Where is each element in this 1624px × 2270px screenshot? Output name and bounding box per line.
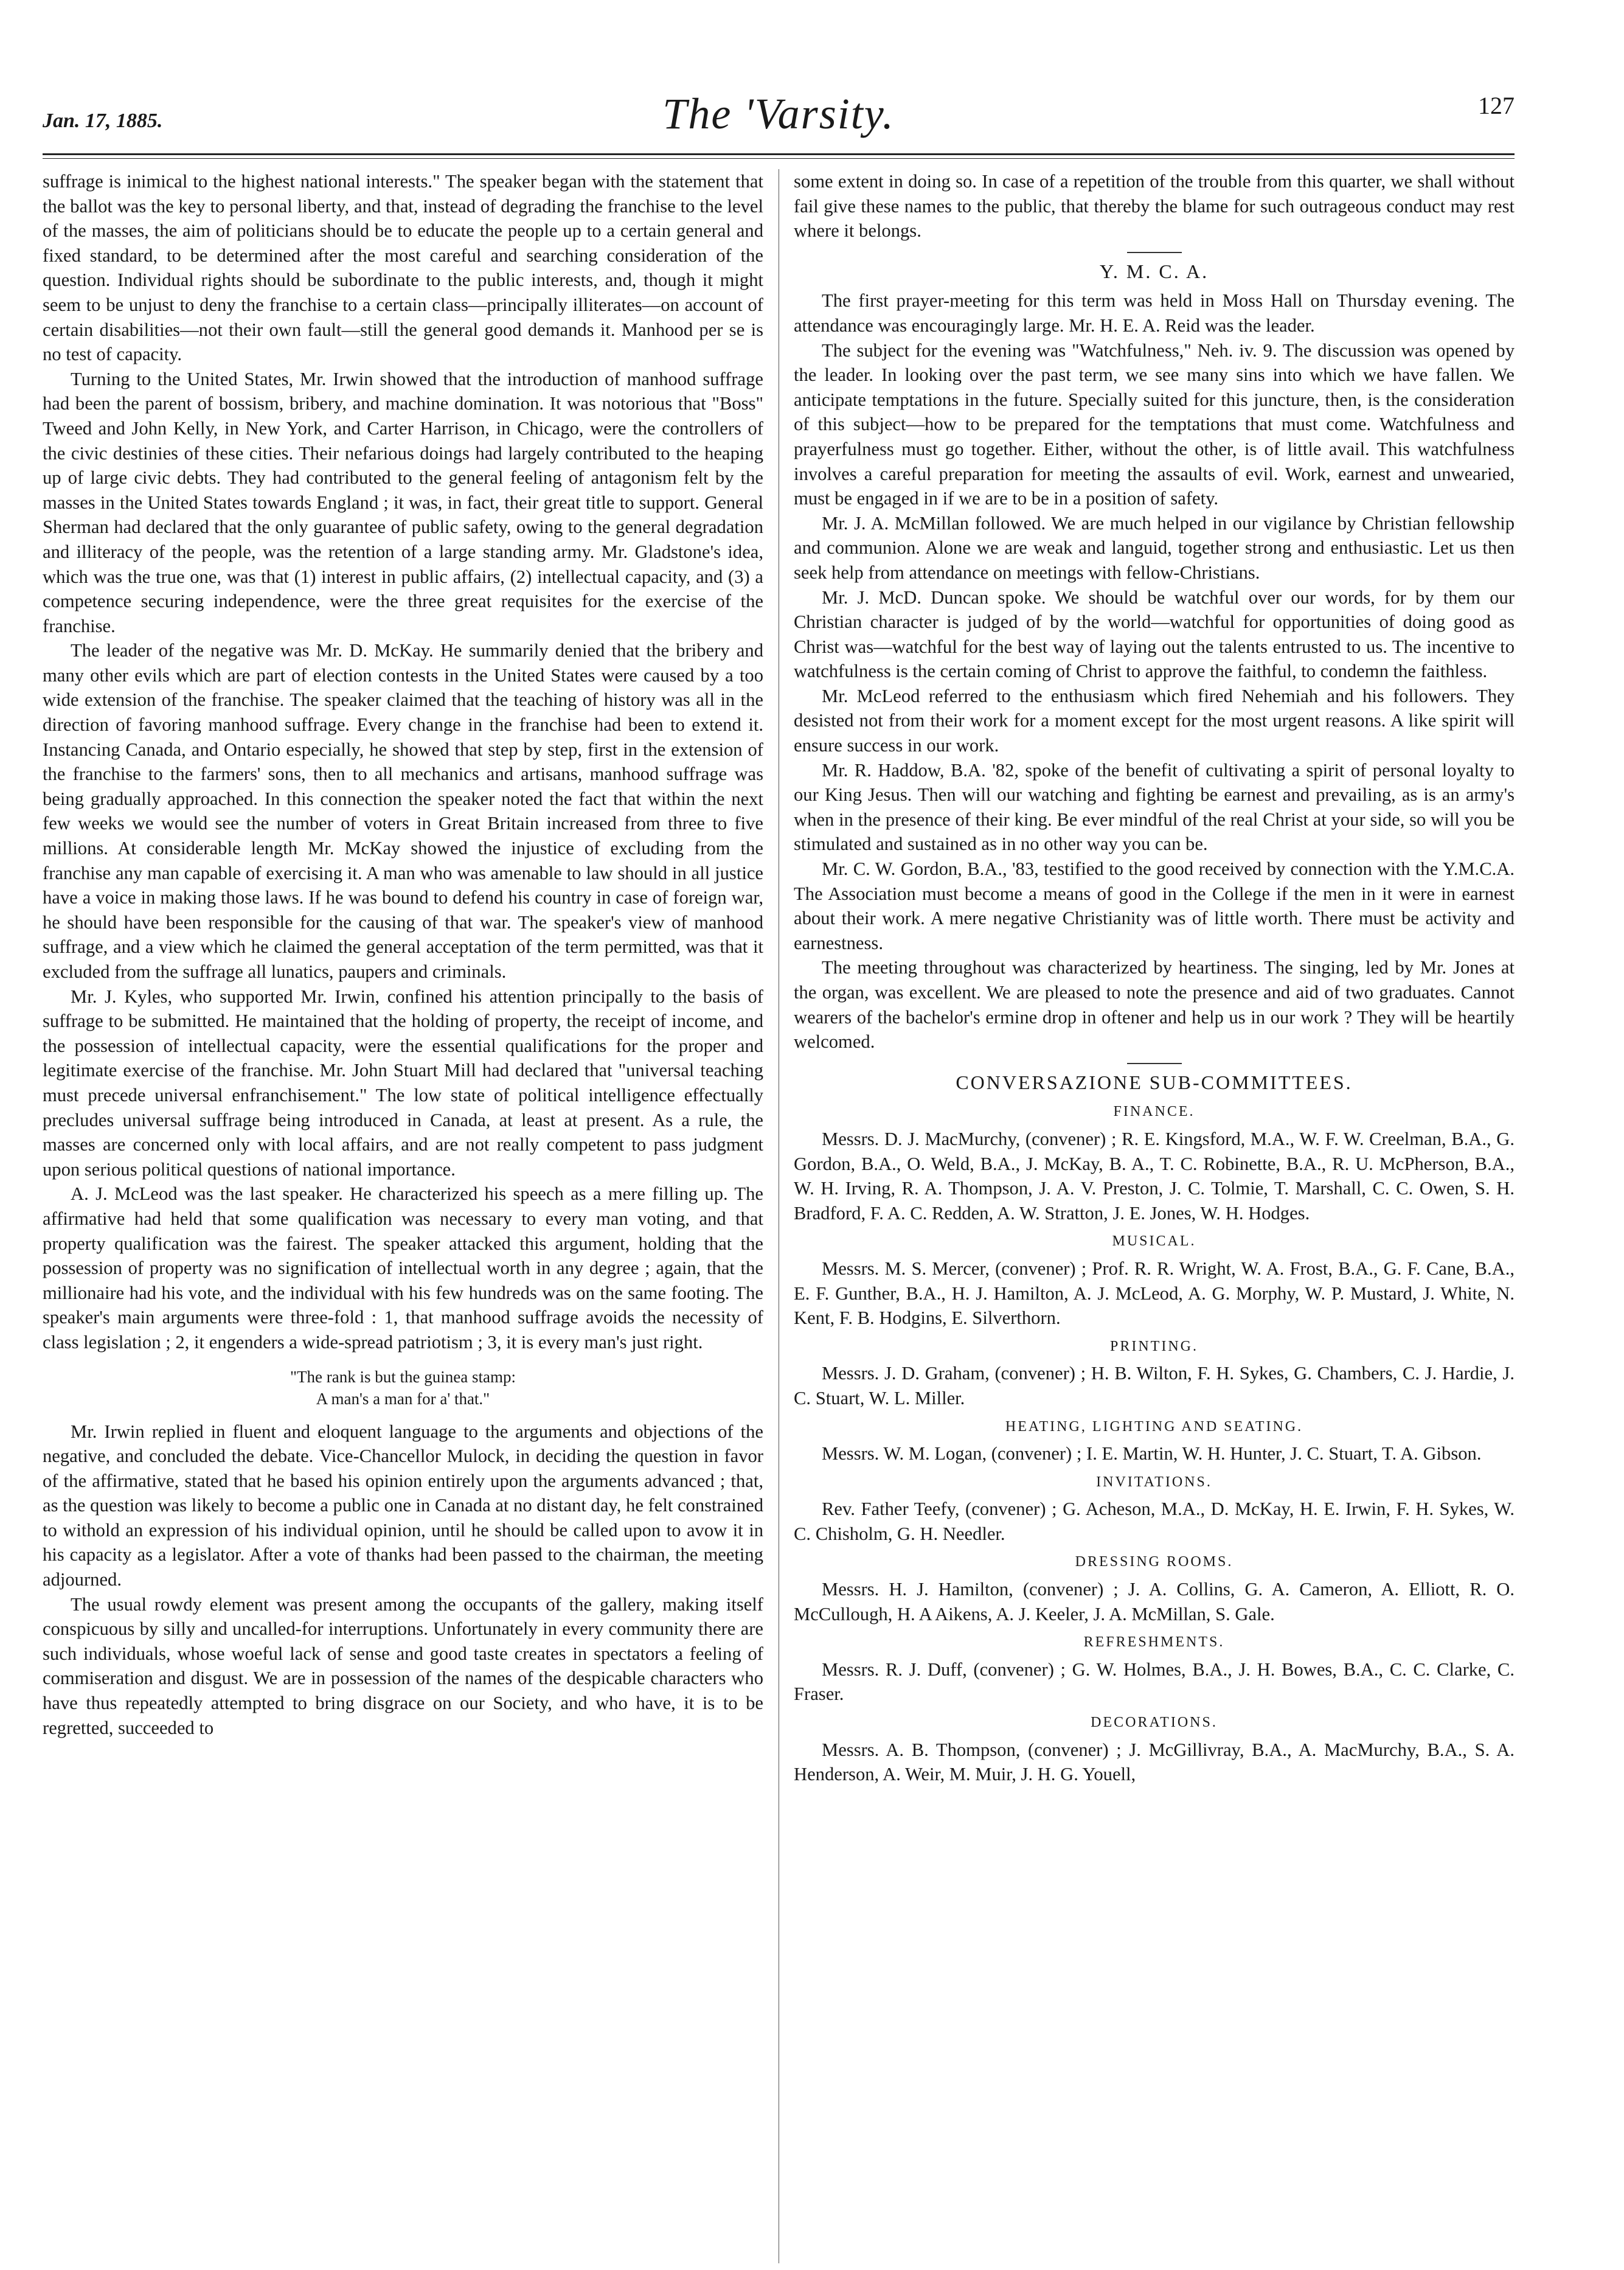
committee-members: Messrs. D. J. MacMurchy, (convener) ; R. E. Kingsford, M.A., W. F. W. Creelman, B.A., G. Gordon, B.A., O. Weld, B.A., J. McKay, B. A., T. C. Robinette, B.A., R. U. McPherson, B.A., W. H. Irving, R. A. Thompson, J. A. V. Preston, J. C. Tolmie, T. Marshall, C. C. Owen, S. H. Bradford, F. A. C. Redden, A. W. Stratton, J. E. Jones, W. H. Hodges.	[794, 1128, 1515, 1224]
committee-members: Messrs. W. M. Logan, (convener) ; I. E. Martin, W. H. Hunter, J. C. Stuart, T. A. Gibson.	[822, 1443, 1482, 1464]
paragraph: The subject for the evening was "Watchfulness," Neh. iv. 9. The discussion was opened by the leader. In looking over the past term, we see many sins into which we have fallen. We anticipate temptations in the future. Specially suited for this juncture, then, is the consideration of this subject—how to be prepared for the temptations that must come. Watchfulness and prayerfulness must go together. Either, without the other, is of little avail. This watchfulness involves a careful preparation for meeting the assaults of evil. Work, earnest and unwearied, must be engaged in if we are to be in a position of safety.	[794, 339, 1515, 509]
masthead-title: The 'Varsity.	[662, 89, 895, 138]
committee-name: PRINTING.	[1110, 1338, 1198, 1354]
paragraph: The meeting throughout was characterized by heartiness. The singing, led by Mr. Jones at the organ, was excellent. We are pleased to note the presence and aid of two graduates. Cannot wearers of the bachelor's ermine drop in oftener and help us in our work ? They will be heartily welcomed.	[794, 957, 1515, 1053]
paragraph: The usual rowdy element was present among the occupants of the gallery, making itself conspicuous by silly and uncalled-for interruptions. Unfortunately in every community there are such individuals, whose woeful lack of sense and good taste creates in spectators a feeling of commiseration and disgust. We are in possession of the names of the despicable characters who have thus repeatedly attempted to bring disgrace on our Society, and who have, it is to be regretted, succeeded to	[43, 1593, 763, 1738]
paragraph: Turning to the United States, Mr. Irwin showed that the introduction of manhood suffrage had been the parent of bossism, bribery, and machine domination. It was notorious that "Boss" Tweed and John Kelly, in New York, and Carter Harrison, in Chicago, were the controllers of the civic destinies of these cities. Their nefarious doings had largely contributed to the heaping up of large civic debts. They had contributed to the general feeling of antagonism felt by the masses in the United States towards England ; it was, in fact, their great title to support. General Sherman had declared that the only guarantee of public safety, owing to the general degradation and illiteracy of the people, was the retention of a large standing army. Mr. Gladstone's idea, which was the true one, was that (1) interest in public affairs, (2) intellectual capacity, and (3) a competence securing independence, were the three great requisites for the exercise of the franchise.	[43, 368, 763, 636]
committee-members: Messrs. H. J. Hamilton, (convener) ; J. A. Collins, G. A. Cameron, A. Elliott, R. O. McCullough, H. A Aikens, A. J. Keeler, J. A. McMillan, S. Gale.	[794, 1579, 1515, 1624]
issue-date: Jan. 17, 1885.	[43, 110, 163, 132]
paragraph: Mr. J. McD. Duncan spoke. We should be watchful over our words, for by them our Christian character is judged of by the world—watchful for opportunities of doing good as Christ was—watchful for the best way of laying out the talents entrusted to us. The incentive to watchfulness is the certain coming of Christ to approve the faithful, to condemn the faithless.	[794, 587, 1515, 682]
committee-members: Messrs. R. J. Duff, (convener) ; G. W. Holmes, B.A., J. H. Bowes, B.A., C. C. Clarke, C. Fraser.	[794, 1659, 1515, 1705]
section-rule	[1127, 252, 1182, 253]
conversazione-heading: CONVERSAZIONE SUB-COMMITTEES.	[956, 1071, 1353, 1093]
committee-name: REFRESHMENTS.	[1083, 1634, 1225, 1651]
committee-members: Rev. Father Teefy, (convener) ; G. Acheson, M.A., D. McKay, H. E. Irwin, F. H. Sykes, W. C. Chisholm, G. H. Needler.	[794, 1499, 1515, 1544]
committee-name: DRESSING ROOMS.	[1075, 1554, 1234, 1570]
paragraph: Mr. McLeod referred to the enthusiasm which fired Nehemiah and his followers. They desisted not from their work for a moment except for the most urgent reasons. A like spirit will ensure success in our work.	[794, 685, 1515, 756]
page-header	[43, 85, 1515, 152]
page-number: 127	[1478, 92, 1515, 119]
committee-name: INVITATIONS.	[1096, 1474, 1212, 1490]
header-rule-thick	[43, 153, 1515, 155]
quote-line: A man's a man for a' that."	[316, 1389, 490, 1408]
paragraph: The leader of the negative was Mr. D. McKay. He summarily denied that the bribery and many other evils which are part of election contests in the United States were caused by a too wide extension of the franchise. The speaker claimed that the teaching of history was all in the direction of favoring manhood suffrage. Every change in the franchise had been to extend it. Instancing Canada, and Ontario especially, he showed that step by step, first in the extension of the franchise to the farmers' sons, then to all mechanics and artisans, manhood suffrage was being gradually approached. In this connection the speaker noted the fact that within the next few weeks we would see the number of voters in Great Britain increased from three to five millions. At considerable length Mr. McKay showed the injustice of excluding from the franchise any man capable of exercising it. A man who was amenable to law should in all justice have a voice in making those laws. If he was bound to defend his country in case of foreign war, he should have been responsible for the causing of that war. The speaker's view of manhood suffrage, and a view which he claimed the general acceptation of the term permitted, was that it excluded from the suffrage all lunatics, paupers and criminals.	[43, 640, 763, 982]
committee-members: Messrs. J. D. Graham, (convener) ; H. B. Wilton, F. H. Sykes, G. Chambers, C. J. Hardie, J. C. Stuart, W. L. Miller.	[794, 1363, 1515, 1408]
header-rule-thin	[43, 158, 1515, 159]
paragraph: Mr. J. A. McMillan followed. We are much helped in our vigilance by Christian fellowship and communion. Alone we are weak and languid, together strong and enthusiastic. Let us then seek help from attendance on meetings with fellow-Christians.	[794, 512, 1515, 583]
committee-name: HEATING, LIGHTING AND SEATING.	[1005, 1418, 1303, 1435]
section-rule	[1127, 1063, 1182, 1064]
paragraph: Mr. R. Haddow, B.A. '82, spoke of the benefit of cultivating a spirit of personal loyalty to our King Jesus. Then will our watching and fighting be earnest and prevailing, as is an army's when in the presence of their king. Be ever mindful of the real Christ at your side, so will you be stimulated and sustained as in no other way you can be.	[794, 759, 1515, 855]
newspaper-page	[43, 85, 1515, 2263]
committee-name: MUSICAL.	[1112, 1233, 1196, 1250]
committee-members: Messrs. M. S. Mercer, (convener) ; Prof. R. R. Wright, W. A. Frost, B.A., G. F. Cane, B.A., E. F. Gunther, B.A., H. J. Hamilton, A. J. McLeod, A. G. Morphy, W. P. Mustard, J. White, N. Kent, F. B. Hodgins, E. Silverthorn.	[794, 1258, 1515, 1329]
paragraph: suffrage is inimical to the highest national interests." The speaker began with the statement that the ballot was the key to personal liberty, and that, instead of degrading the franchise to the level of the masses, the aim of politicians should be to educate the people up to a certain general and fixed standard, to be determined after the most careful and searching consideration of the question. Individual rights should be subordinate to the public interests, and, though it might seem to be unjust to deny the franchise to a certain class—principally illiterates—on account of certain disabilities—not their own fault—still the general good demands it. Manhood per se is no test of capacity.	[43, 171, 763, 365]
paragraph: Mr. J. Kyles, who supported Mr. Irwin, confined his attention principally to the basis of suffrage to be submitted. He maintained that the holding of property, the receipt of income, and the possession of intellectual capacity, were the essential qualifications for the proper and legitimate exercise of the franchise. Mr. John Stuart Mill had declared that "universal teaching must precede universal enfranchisement." The low state of political intelligence effectually precludes universal suffrage being introduced in Canada, at least at present. As a rule, the masses are concerned only with local affairs, and are not really competent to pass judgment upon serious political questions of national importance.	[43, 986, 763, 1180]
left-column	[43, 169, 763, 2263]
paragraph: A. J. McLeod was the last speaker. He characterized his speech as a mere filling up. The affirmative had held that some qualification was necessary to every man voting, and that property qualification was the fairest. The speaker attacked this argument, holding that the possession of property was no signification of intellectual worth in any degree ; again, that the millionaire had his vote, and the individual with his few hundreds was on the same footing. The speaker's main arguments were three-fold : 1, that manhood suffrage avoids the necessity of class legislation ; 2, it engenders a wide-spread patriotism ; 3, it is every man's just right.	[43, 1183, 763, 1353]
quote-line: "The rank is but the guinea stamp:	[290, 1367, 516, 1386]
committee-members: Messrs. A. B. Thompson, (convener) ; J. McGillivray, B.A., A. MacMurchy, B.A., S. A. Henderson, A. Weir, M. Muir, J. H. G. Youell,	[794, 1739, 1515, 1785]
committee-name: DECORATIONS.	[1091, 1715, 1218, 1731]
committee-name: FINANCE.	[1113, 1104, 1195, 1120]
ymca-heading: Y. M. C. A.	[1099, 260, 1209, 282]
paragraph: Mr. C. W. Gordon, B.A., '83, testified to the good received by connection with the Y.M.C.A. The Association must become a means of good in the College if the men in it were in earnest about their work. A mere negative Christianity was of little worth. There must be activity and earnestness.	[794, 858, 1515, 953]
right-column	[794, 169, 1515, 2263]
paragraph: The first prayer-meeting for this term was held in Moss Hall on Thursday evening. The attendance was encouragingly large. Mr. H. E. A. Reid was the leader.	[794, 290, 1515, 336]
verse-quote	[43, 1366, 763, 1410]
paragraph: Mr. Irwin replied in fluent and eloquent language to the arguments and objections of the negative, and concluded the debate. Vice-Chancellor Mulock, in deciding the question in favor of the affirmative, stated that he based his opinion entirely upon the arguments advanced ; that, as the question was likely to become a public one in Canada at no distant day, he felt constrained to withold an expression of his individual opinion, until he should be called upon to avow it in his capacity as a legislator. After a vote of thanks had been passed to the chairman, the meeting adjourned.	[43, 1421, 763, 1590]
paragraph: some extent in doing so. In case of a repetition of the trouble from this quarter, we shall without fail give these names to the public, that thereby the blame for such outrageous conduct may rest where it belongs.	[794, 171, 1515, 242]
